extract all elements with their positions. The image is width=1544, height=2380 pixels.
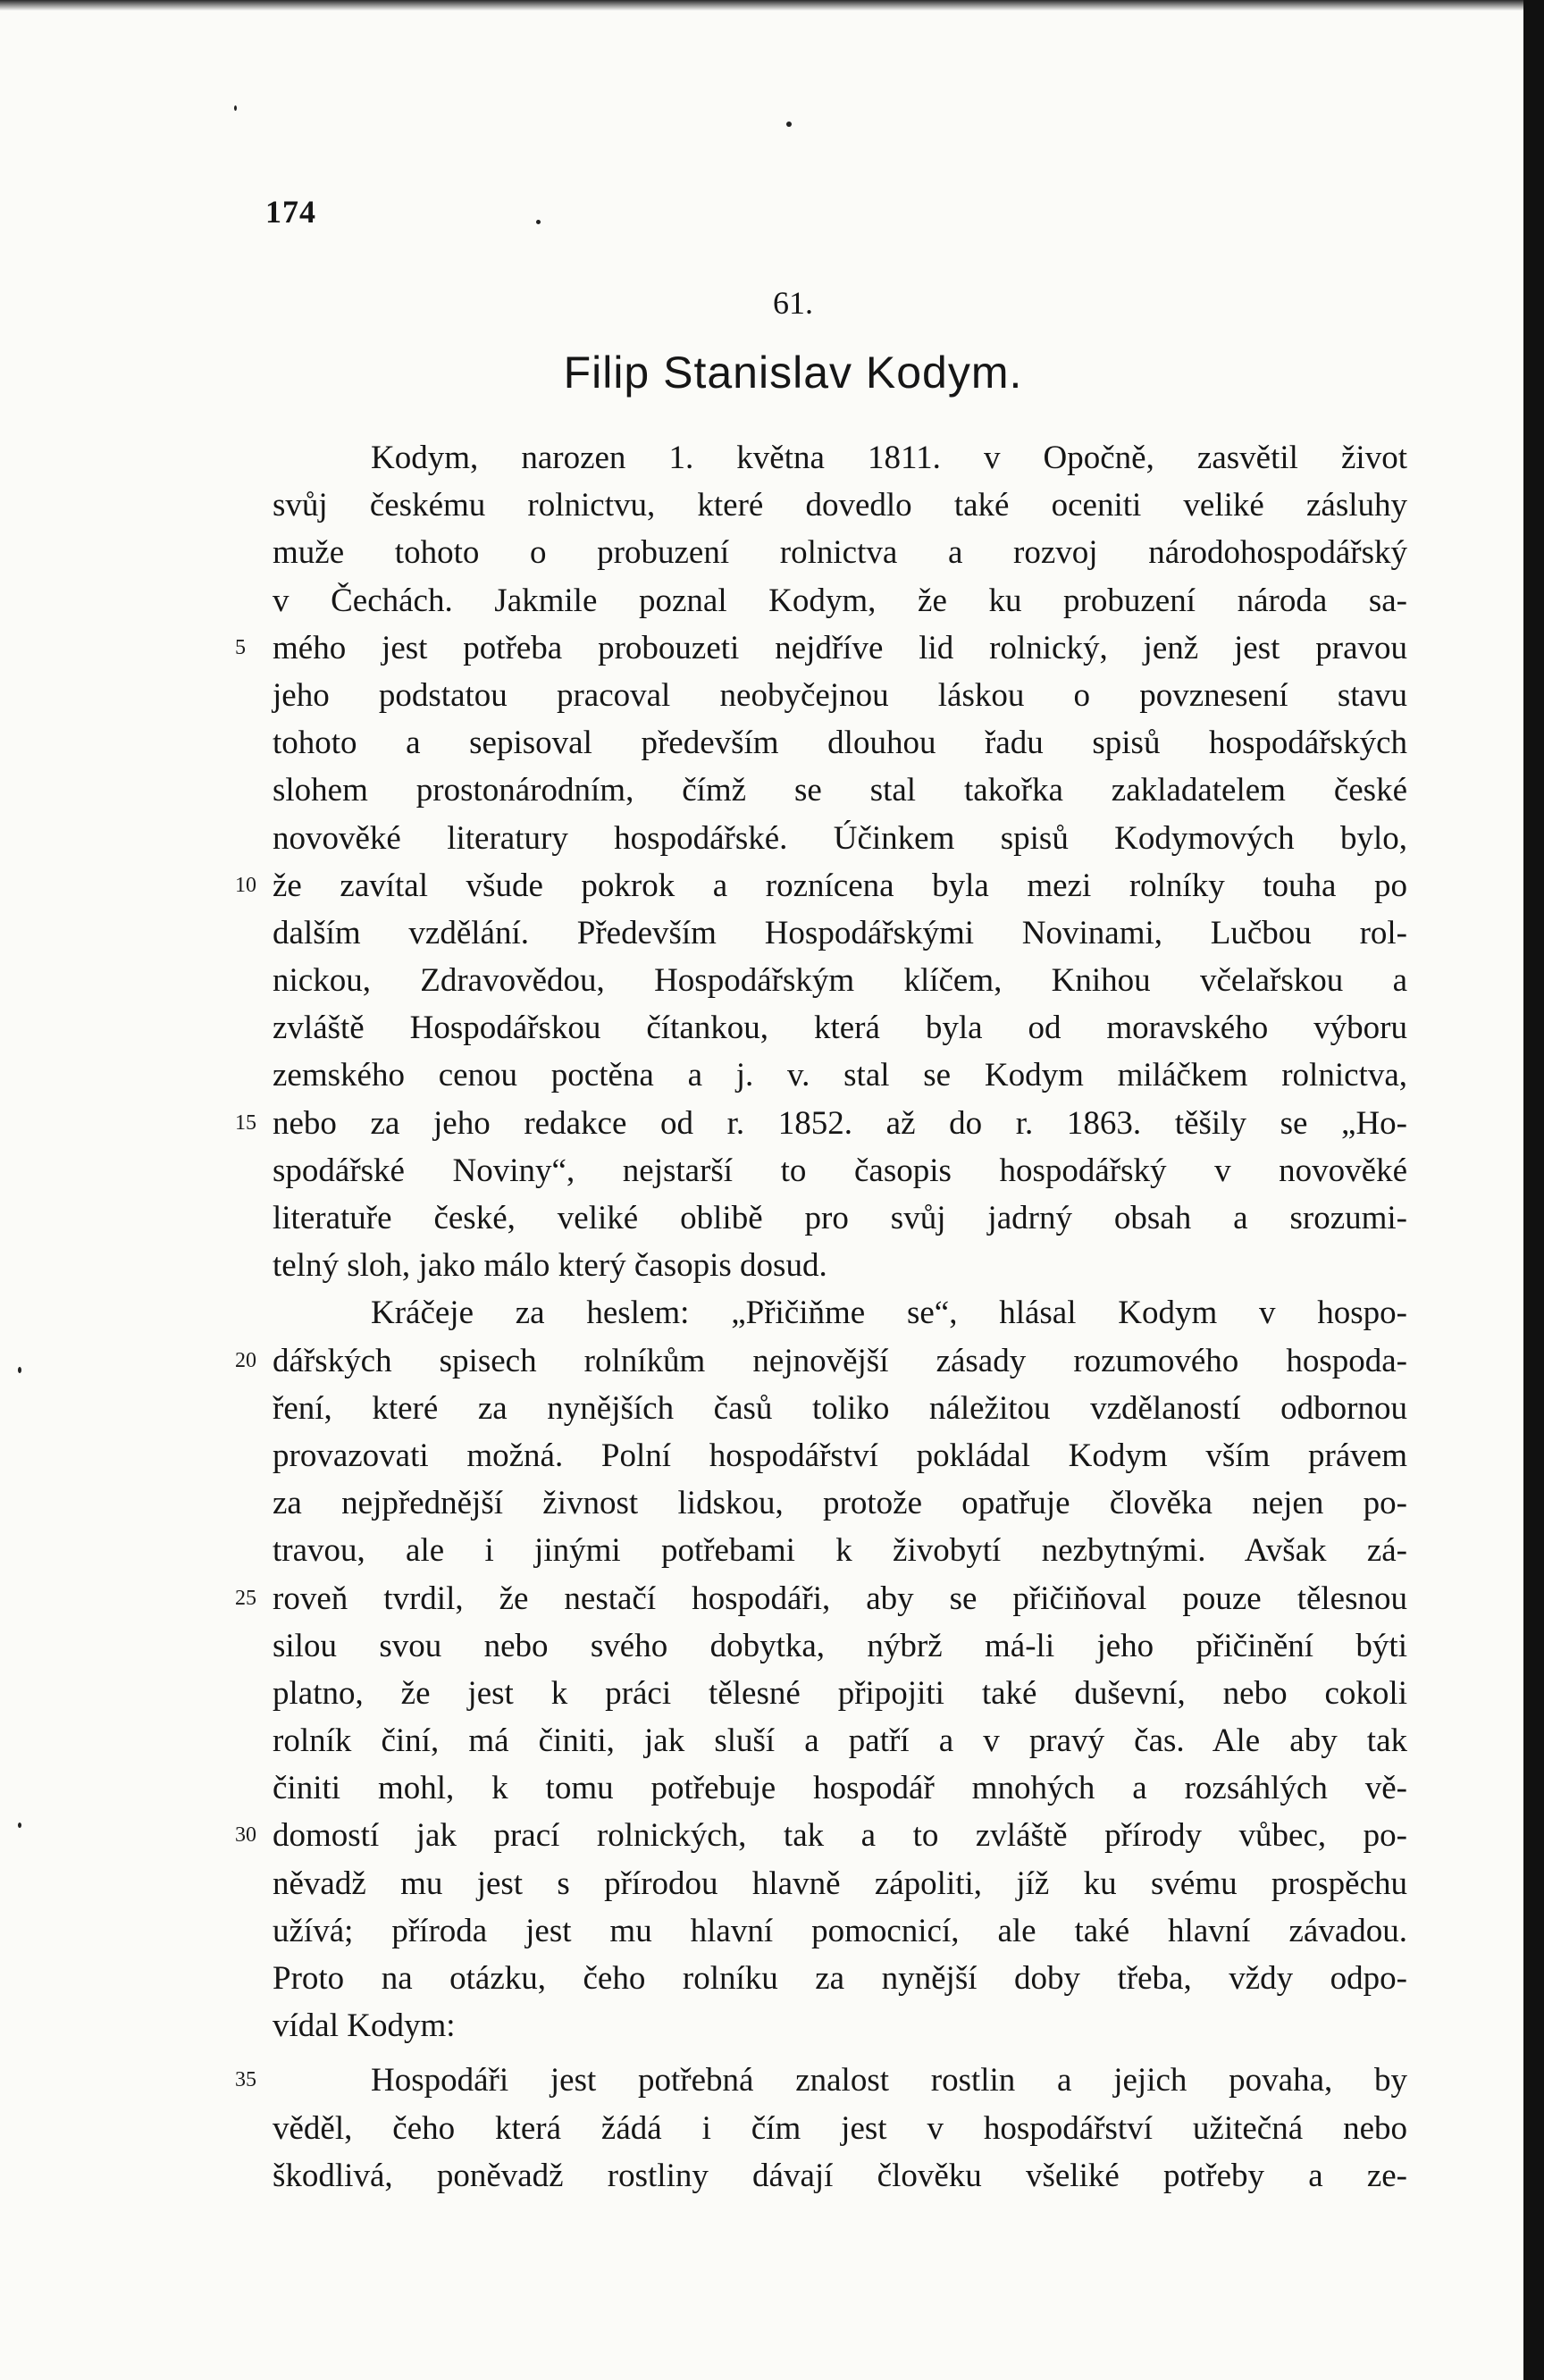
text-line: [273, 2105, 1407, 2152]
line-text: že zavítal všude pokrok a roznícena byla mezi rolníky touha po: [273, 867, 1407, 904]
line-number: 15: [235, 1110, 256, 1135]
line-text: Hospodáři jest potřebná znalost rostlin a jejich povaha, by: [371, 2062, 1407, 2099]
text-line: [235, 862, 1407, 909]
line-text: nickou, Zdravovědou, Hospodářským klíčem, Knihou včelařskou a: [273, 962, 1407, 1000]
line-number: 25: [235, 1586, 256, 1610]
line-text: platno, že jest k práci tělesné připojiti také duševní, nebo cokoli: [273, 1674, 1407, 1712]
chapter-title: Filip Stanislav Kodym.: [563, 348, 1023, 398]
line-text: domostí jak prací rolnických, tak a to zvláště přírody vůbec, po-: [273, 1817, 1407, 1855]
text-line: [235, 624, 1407, 672]
scan-speck: [234, 105, 237, 111]
text-line: [235, 1812, 1407, 1859]
text-line: [235, 1337, 1407, 1385]
line-text: mého jest potřeba probouzeti nejdříve lid rolnický, jenž jest pravou: [273, 629, 1407, 666]
text-line: [235, 2057, 1407, 2104]
text-line: [273, 577, 1407, 624]
text-line: [273, 529, 1407, 576]
line-text: travou, ale i jinými potřebami k živobytí nezbytnými. Avšak zá-: [273, 1532, 1407, 1570]
text-line: [273, 1955, 1407, 2002]
line-text: muže tohoto o probuzení rolnictva a rozvoj národohospodářský: [273, 534, 1407, 572]
text-line: [273, 1052, 1407, 1099]
text-line: [273, 1242, 1407, 1289]
line-text: zvláště Hospodářskou čítankou, která byla od moravského výboru: [273, 1010, 1407, 1047]
text-line: [273, 672, 1407, 719]
line-text: vídal Kodym:: [273, 2007, 456, 2045]
scan-right-edge: [1523, 0, 1544, 2380]
text-line: [235, 1575, 1407, 1622]
line-text: škodlivá, poněvadž rostliny dávají člověku všeliké potřeby a ze-: [273, 2157, 1407, 2194]
text-line: [273, 767, 1407, 814]
line-text: činiti mohl, k tomu potřebuje hospodář mnohých a rozsáhlých vě-: [273, 1770, 1407, 1807]
text-line: [273, 1385, 1407, 1432]
line-text: užívá; příroda jest mu hlavní pomocnicí, ale také hlavní závadou.: [273, 1912, 1407, 1949]
text-line: [273, 482, 1407, 529]
line-text: dalším vzdělání. Především Hospodářskými Novinami, Lučbou rol-: [273, 914, 1407, 951]
line-text: zemského cenou poctěna a j. v. stal se Kodym miláčkem rolnictva,: [273, 1057, 1407, 1094]
scan-speck: [18, 1823, 21, 1828]
line-text: ření, které za nynějších časů toliko náležitou vzdělaností odbornou: [273, 1389, 1407, 1427]
chapter-number: 61.: [773, 285, 813, 321]
text-line: [273, 719, 1407, 767]
scan-speck: [786, 122, 792, 127]
text-line: [273, 1194, 1407, 1242]
line-number: 5: [235, 635, 246, 659]
line-text: jeho podstatou pracoval neobyčejnou láskou o povznesení stavu: [273, 676, 1407, 714]
page-number: 174: [265, 194, 316, 230]
text-line: [273, 1004, 1407, 1052]
text-line: [273, 815, 1407, 862]
line-text: dářských spisech rolníkům nejnovější zásady rozumového hospoda-: [273, 1342, 1407, 1379]
text-line: [273, 957, 1407, 1004]
text-line: [273, 1622, 1407, 1670]
text-line: [273, 1717, 1407, 1764]
line-text: spodářské Noviny“, nejstarší to časopis hospodářský v novověké: [273, 1152, 1407, 1189]
line-number: 35: [235, 2068, 256, 2092]
text-line: [273, 1670, 1407, 1717]
text-line: [273, 1479, 1407, 1527]
line-number: 20: [235, 1348, 256, 1372]
line-text: nebo za jeho redakce od r. 1852. až do r. 1863. těšily se „Ho-: [273, 1104, 1407, 1142]
line-text: v Čechách. Jakmile poznal Kodym, že ku probuzení národa sa-: [273, 582, 1407, 619]
text-line: [273, 1289, 1407, 1337]
text-line: [273, 1432, 1407, 1479]
text-line: [273, 1907, 1407, 1955]
line-text: Kráčeje za heslem: „Přičiňme se“, hlásal Kodym v hospo-: [371, 1295, 1407, 1332]
line-text: literatuře české, veliké oblibě pro svůj jadrný obsah a srozumi-: [273, 1200, 1407, 1236]
line-text: věděl, čeho která žádá i čím jest v hospodářství užitečná nebo: [273, 2109, 1407, 2147]
line-text: něvadž mu jest s přírodou hlavně zápoliti, jíž ku svému prospěchu: [273, 1865, 1407, 1902]
text-line: [273, 909, 1407, 957]
text-line: [273, 1860, 1407, 1907]
line-text: za nejpřednější živnost lidskou, protože opatřuje člověka nejen po-: [273, 1485, 1407, 1522]
line-number: 10: [235, 873, 256, 897]
text-line: [273, 2152, 1407, 2200]
line-text: svůj českému rolnictvu, které dovedlo také oceniti veliké zásluhy: [273, 487, 1407, 524]
line-text: roveň tvrdil, že nestačí hospodáři, aby se přičiňoval pouze tělesnou: [273, 1580, 1407, 1617]
line-text: rolník činí, má činiti, jak sluší a patří a v pravý čas. Ale aby tak: [273, 1722, 1407, 1760]
text-line: [273, 2002, 1407, 2049]
line-text: tohoto a sepisoval především dlouhou řadu spisů hospodářských: [273, 725, 1407, 762]
line-text: novověké literatury hospodářské. Účinkem spisů Kodymových bylo,: [273, 819, 1407, 857]
text-line: [273, 434, 1407, 482]
scan-top-edge: [0, 0, 1523, 11]
text-line: [273, 1764, 1407, 1812]
line-text: provazovati možná. Polní hospodářství pokládal Kodym vším právem: [273, 1437, 1407, 1474]
text-line: [273, 1527, 1407, 1574]
line-number: 30: [235, 1823, 256, 1848]
line-text: telný sloh, jako málo který časopis dosud.: [273, 1247, 827, 1285]
text-line: [273, 1147, 1407, 1194]
scan-speck: [18, 1367, 21, 1373]
line-text: silou svou nebo svého dobytka, nýbrž má-li jeho přičinění býti: [273, 1627, 1407, 1664]
line-text: Kodym, narozen 1. května 1811. v Opočně, zasvětil život: [371, 440, 1407, 476]
line-text: slohem prostonárodním, čímž se stal takořka zakladatelem české: [273, 772, 1407, 809]
text-line: [235, 1100, 1407, 1147]
body-text: [235, 434, 1407, 2200]
line-text: Proto na otázku, čeho rolníku za nynější doby třeba, vždy odpo-: [273, 1960, 1407, 1997]
scan-speck: [536, 220, 541, 224]
